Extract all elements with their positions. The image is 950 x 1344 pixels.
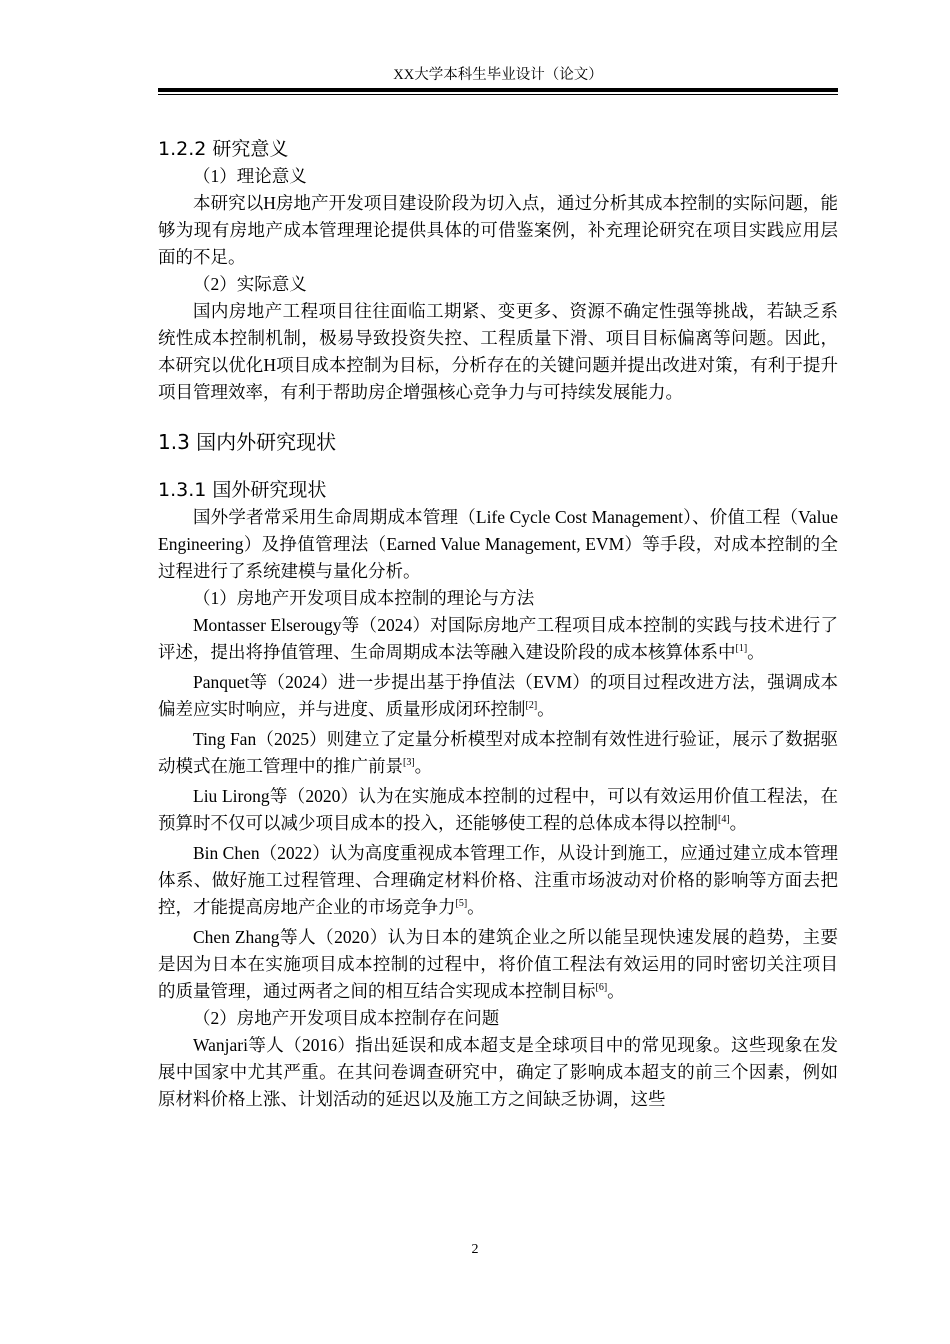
paragraph-ref-1: Montasser Elserougy等（2024）对国际房地产工程项目成本控制的实践与技术进行了评述，提出将挣值管理、生命周期成本法等融入建设阶段的成本核算体系中[1]。 <box>158 615 838 662</box>
heading-1-2-2: 1.2.2 研究意义 <box>158 138 289 160</box>
page-number: 2 <box>471 1242 479 1257</box>
citation: [2] <box>525 700 538 711</box>
paragraph-ref-3: Ting Fan（2025）则建立了定量分析模型对成本控制有效性进行验证，展示了数据驱动模式在施工管理中的推广前景[3]。 <box>158 729 838 776</box>
paragraph-foreign-intro: 国外学者常采用生命周期成本管理（Life Cycle Cost Management）、价值工程（Value Engineering）及挣值管理法（Earned Value Management, EVM）等手段，对成本控制的全过程进行了系统建模与量化分析。 <box>158 507 838 581</box>
paragraph-ref-4: Liu Lirong等（2020）认为在实施成本控制的过程中，可以有效运用价值工程法，在预算时不仅可以减少项目成本的投入，还能够使工程的总体成本得以控制[4]。 <box>158 786 838 833</box>
paragraph-practical: 国内房地产工程项目往往面临工期紧、变更多、资源不确定性强等挑战，若缺乏系统性成本控制机制，极易导致投资失控、工程质量下滑、项目目标偏离等问题。因此，本研究以优化H项目成本控制为目标，分析存在的关键问题并提出改进对策，有利于提升项目管理效率，有利于帮助房企增强核心竞争力与可持续发展能力。 <box>158 301 838 402</box>
heading-1-3: 1.3 国内外研究现状 <box>158 430 337 454</box>
paragraph-ref-5: Bin Chen（2022）认为高度重视成本管理工作，从设计到施工，应通过建立成本管理体系、做好施工过程管理、合理确定材料价格、注重市场波动对价格的影响等方面去把控，才能提高房地产企业的市场竞争力[5]。 <box>158 843 838 917</box>
citation: [6] <box>595 982 608 993</box>
subheading-theoretical: （1）理论意义 <box>193 166 307 186</box>
header-rule-thin <box>158 94 838 95</box>
paragraph-theoretical: 本研究以H房地产开发项目建设阶段为切入点，通过分析其成本控制的实际问题，能够为现有房地产成本管理理论提供具体的可借鉴案例，补充理论研究在项目实践应用层面的不足。 <box>158 193 838 267</box>
citation: [3] <box>403 757 415 768</box>
subheading-theory-methods: （1）房地产开发项目成本控制的理论与方法 <box>193 588 535 608</box>
citation: [4] <box>718 814 730 825</box>
paragraph-ref-2: Panquet等（2024）进一步提出基于挣值法（EVM）的项目过程改进方法，强调成本偏差应实时响应，并与进度、质量形成闭环控制[2]。 <box>158 672 838 719</box>
heading-1-3-1: 1.3.1 国外研究现状 <box>158 479 327 501</box>
page-body <box>158 135 838 1113</box>
paragraph-ref-6: Chen Zhang等人（2020）认为日本的建筑企业之所以能呈现快速发展的趋势，主要是因为日本在实施项目成本控制的过程中，将价值工程法有效运用的同时密切关注项目的质量管理，通过两者之间的相互结合实现成本控制目标[6]。 <box>158 927 838 1001</box>
subheading-problems: （2）房地产开发项目成本控制存在问题 <box>193 1008 500 1028</box>
page-header: XX大学本科生毕业设计（论文） <box>393 67 603 83</box>
header-rule-thick <box>158 88 838 92</box>
subheading-practical: （2）实际意义 <box>193 274 307 294</box>
citation: [1] <box>735 643 748 654</box>
paragraph-wanjari: Wanjari等人（2016）指出延误和成本超支是全球项目中的常见现象。这些现象在发展中国家中尤其严重。在其问卷调查研究中，确定了影响成本超支的前三个因素，例如原材料价格上涨、计划活动的延迟以及施工方之间缺乏协调，这些 <box>158 1035 838 1109</box>
citation: [5] <box>455 898 468 909</box>
